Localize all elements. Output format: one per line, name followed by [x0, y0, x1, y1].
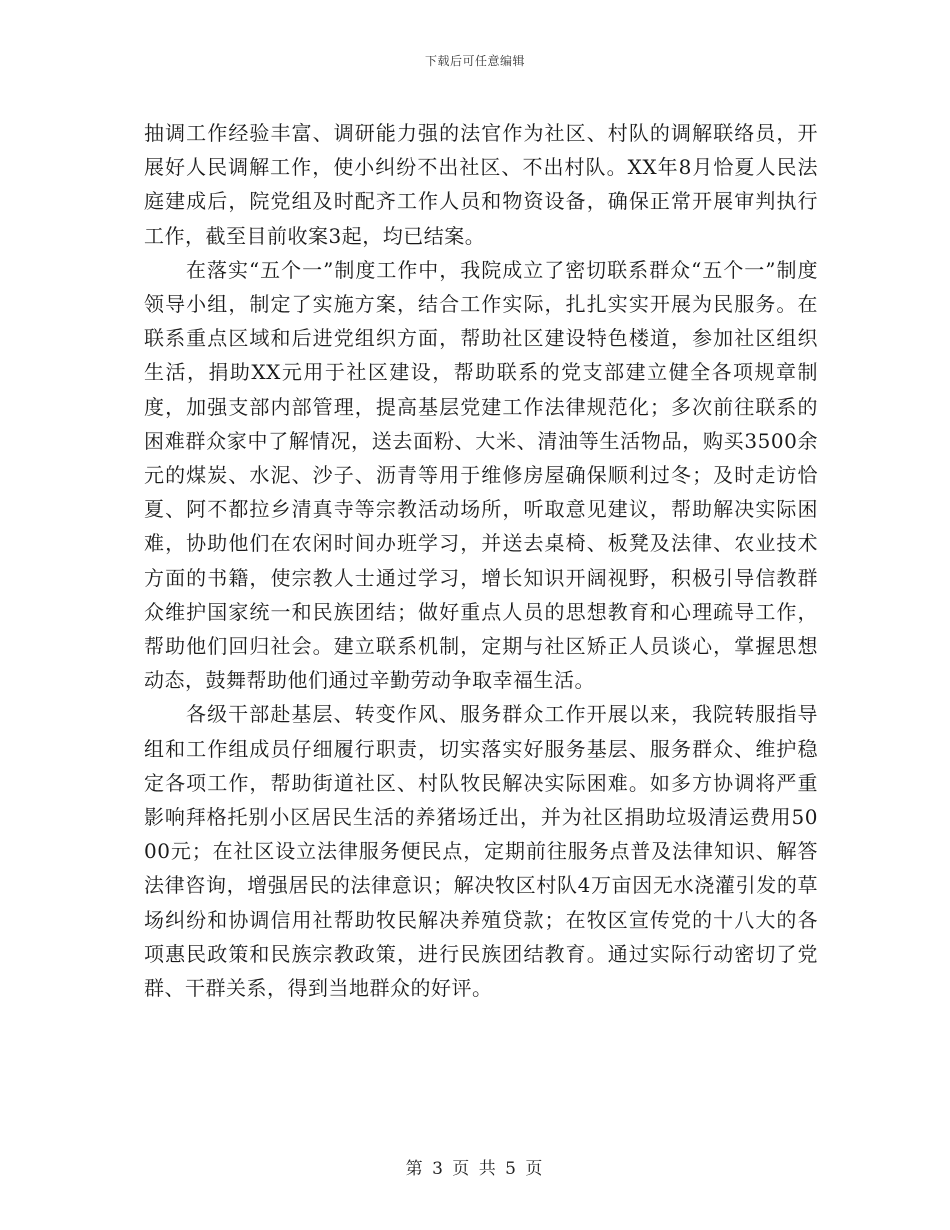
paragraph-1: 抽调工作经验丰富、调研能力强的法官作为社区、村队的调解联络员，开展好人民调解工作，使小纠纷不出社区、不出村队。XX年8月恰夏人民法庭建成后，院党组及时配齐工作人员和物资设备，确保正常开展审判执行工作，截至目前收案3起，均已结案。: [144, 121, 818, 248]
document-body: [144, 116, 818, 1005]
paragraph-3: 各级干部赴基层、转变作风、服务群众工作开展以来，我院转服指导组和工作组成员仔细履行职责，切实落实好服务基层、服务群众、维护稳定各项工作，帮助街道社区、村队牧民解决实际困难。如多方协调将严重影响拜格托别小区居民生活的养猪场迁出，并为社区捐助垃圾清运费用5000元；在社区设立法律服务便民点，定期前往服务点普及法律知识、解答法律咨询，增强居民的法律意识；解决牧区村队4万亩因无水浇灌引发的草场纠纷和协调信用社帮助牧民解决养殖贷款；在牧区宣传党的十八大的各项惠民政策和民族宗教政策，进行民族团结教育。通过实际行动密切了党群、干群关系，得到当地群众的好评。: [144, 702, 818, 1001]
paragraph-2: 在落实“五个一”制度工作中，我院成立了密切联系群众“五个一”制度领导小组，制定了实施方案，结合工作实际，扎扎实实开展为民服务。在联系重点区域和后进党组织方面，帮助社区建设特色楼道，参加社区组织生活，捐助XX元用于社区建设，帮助联系的党支部建立健全各项规章制度，加强支部内部管理，提高基层党建工作法律规范化；多次前往联系的困难群众家中了解情况，送去面粉、大米、清油等生活物品，购买3500余元的煤炭、水泥、沙子、沥青等用于维修房屋确保顺利过冬；及时走访恰夏、阿不都拉乡清真寺等宗教活动场所，听取意见建议，帮助解决实际困难，协助他们在农闲时间办班学习，并送去桌椅、板凳及法律、农业技术方面的书籍，使宗教人士通过学习，增长知识开阔视野，积极引导信教群众维护国家统一和民族团结；做好重点人员的思想教育和心理疏导工作，帮助他们回归社会。建立联系机制，定期与社区矫正人员谈心，掌握思想动态，鼓舞帮助他们通过辛勤劳动争取幸福生活。: [144, 257, 818, 693]
page-header: 下载后可任意编辑: [424, 54, 525, 68]
page-number-footer: 第 3 页 共 5 页: [405, 1159, 545, 1179]
